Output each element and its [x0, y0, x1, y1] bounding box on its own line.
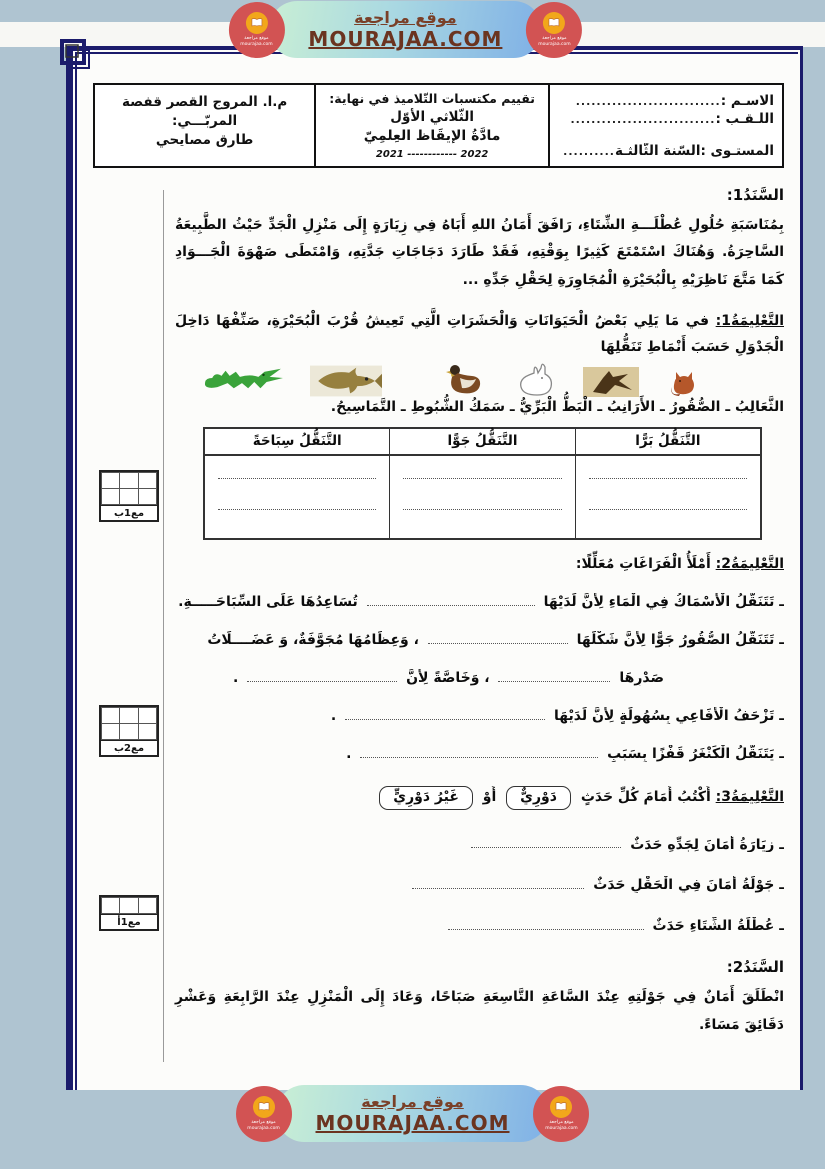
exam-title-cell	[314, 85, 548, 166]
option-box-non-periodic: غَيْرُ دَوْرِيٍّ	[379, 786, 473, 810]
line-text: .	[330, 707, 337, 724]
score-box-1	[99, 470, 159, 522]
hawk-image	[582, 367, 640, 397]
surname-field[interactable]: ............................	[570, 113, 716, 126]
column-header-land: التَّنَقُّلُ بَرًّا	[576, 429, 760, 456]
margin-rule	[163, 190, 164, 1062]
score-cell[interactable]	[138, 897, 158, 914]
site-name-arabic[interactable]: موقع مراجعة	[354, 8, 457, 27]
answer-blank[interactable]	[448, 917, 644, 930]
answer-line[interactable]	[218, 509, 377, 510]
task2-line-2	[175, 631, 784, 648]
subject-title: مادَّةُ الإيقَاظ العِلمِيّ	[363, 128, 501, 144]
school-name: م.ا. المروج القصر قفصة	[121, 94, 288, 110]
score-cell[interactable]	[138, 488, 158, 505]
task1-instruction	[175, 308, 784, 361]
duck-image	[442, 361, 488, 397]
score-box-label: مع2ب	[101, 739, 157, 755]
column-header-air: التَّنَقُّلُ جَوًّا	[390, 429, 574, 456]
site-badge-pill	[276, 1085, 550, 1142]
line-text: ، وَعِظَامُهَا مُجَوَّفَةٌ، وَ عَضَــــلَاتُ	[207, 631, 419, 648]
header-table	[93, 83, 784, 168]
site-name-arabic[interactable]: موقع مراجعة	[361, 1092, 464, 1111]
logo-text-ar: موقع مراجعة	[244, 35, 269, 41]
sanad2-section	[175, 958, 784, 1039]
task2-line-1	[175, 593, 784, 610]
line-text: ـ عُطْلَةُ الشِّتَاءِ حَدَثٌ	[652, 918, 784, 935]
line-text: تُسَاعِدُهَا عَلَى السِّبَاحَـــــةِ.	[178, 593, 358, 610]
table-column-land	[575, 429, 760, 538]
worksheet-page	[66, 46, 803, 1090]
answer-line[interactable]	[589, 509, 748, 510]
line-text: ـ تَتَنَقَّلُ الْأَسْمَاكُ فِي الْمَاءِ لِأَنَّ لَدَيْهَا	[543, 593, 784, 610]
crocodile-image	[202, 363, 284, 397]
sanad1-title: السَّنَدُ1:	[726, 186, 784, 204]
answer-blank[interactable]	[498, 669, 610, 682]
sanad1-text: بِمُنَاسَبَةِ حُلُولِ عُطْلَـــةِ الشِّتَاءِ، رَافَقَ أَمَانُ اللهِ أَبَاهُ فِي زِيَارَةٍ إِلَى مَنْزِلِ الْجَدِّ حَيْثُ الطَّبِيعَةُ السَّاحِرَةُ. وَهُنَاكَ اسْتَمْتَعَ كَثِيرًا بِوَقْتِهِ، فَقَدْ طَارَدَ دَجَاجَاتِ جَدَّتِهِ، وَامْتَطَى صَهْوَةَ الْجَـــوَادِ كَمَا مَتَّعَ نَاظِرَيْهِ بِالْبُحَيْرَةِ الْمُجَاوِرَةِ لِحَقْلِ جَدِّهِ ...	[175, 217, 784, 288]
teacher-name: طارق مصايحي	[155, 132, 254, 148]
fox-image	[666, 367, 700, 397]
trimester-label: الثّلاثي الأوّل	[390, 109, 474, 125]
answer-blank[interactable]	[367, 593, 535, 606]
score-box-3	[99, 895, 159, 931]
exam-subtitle: تقييم مكتسبات التّلاميذ في نهاية:	[329, 91, 535, 106]
line-text: صَدْرِهَا	[619, 669, 664, 686]
score-cell[interactable]	[101, 707, 121, 724]
answer-line[interactable]	[403, 478, 562, 479]
rabbit-image	[514, 361, 556, 397]
book-icon	[550, 1096, 572, 1118]
sanad2-title: السَّنَدُ2:	[726, 958, 784, 977]
score-cell[interactable]	[101, 897, 121, 914]
score-cell[interactable]	[101, 488, 121, 505]
score-cell[interactable]	[138, 723, 158, 740]
option-box-periodic: دَوْرِيٌّ	[506, 786, 571, 810]
site-domain[interactable]: MOURAJAA.COM	[308, 27, 503, 51]
surname-label: اللـقـب :	[715, 111, 774, 127]
task3-instruction	[175, 786, 784, 810]
score-cell[interactable]	[119, 488, 139, 505]
site-badge-top[interactable]	[228, 1, 582, 58]
task2-intro: أَمْلَأُ الْفَرَاغَاتِ مُعَلِّلًا:	[575, 556, 711, 573]
task3-item-2	[175, 876, 784, 893]
name-label: الاسـم :	[720, 93, 774, 109]
task1-text: في مَا يَلِي بَعْضُ الْحَيَوَانَاتِ وَالْحَشَرَاتِ الَّتِي تَعِيشُ قُرْبَ الْبُحَيْرَةِ، صَنِّفْهَا دَاخِلَ الْجَدْوَلِ حَسَبَ أَنْمَاطِ تَنَقُّلِهَا	[175, 312, 784, 356]
site-domain[interactable]: MOURAJAA.COM	[315, 1111, 510, 1135]
task3-item-3	[175, 917, 784, 934]
student-info-cell	[548, 85, 782, 166]
score-cell[interactable]	[119, 707, 139, 724]
score-cell[interactable]	[119, 897, 139, 914]
score-box-label: مع1ب	[101, 504, 157, 520]
or-word: أَوْ	[482, 788, 497, 805]
level-label: المستـوى :	[700, 143, 774, 159]
table-column-swim	[205, 429, 389, 538]
answer-blank[interactable]	[247, 669, 397, 682]
score-cell[interactable]	[138, 472, 158, 489]
line-text: ـ يَتَنَقَّلُ الْكَنْغَرُ قَفْزًا بِسَبَبِ	[607, 745, 784, 762]
answer-blank[interactable]	[428, 631, 568, 644]
book-icon	[245, 12, 267, 34]
school-info-cell	[95, 85, 314, 166]
site-logo-icon: موقع مراجعة mourajaa.com	[533, 1086, 589, 1142]
level-value: السّنة الثّالثـة	[614, 143, 701, 159]
line-text: .	[346, 745, 352, 762]
task2-instruction	[175, 556, 784, 572]
classification-table	[203, 427, 762, 540]
task1-title: التَّعْلِيمَةُ1:	[715, 312, 784, 329]
score-cell[interactable]	[101, 472, 121, 489]
answer-cell-land[interactable]	[576, 456, 760, 538]
task2-line-3	[175, 669, 784, 686]
site-badge-pill	[268, 1, 542, 58]
score-cell[interactable]	[119, 472, 139, 489]
fish-image	[310, 365, 382, 397]
answer-blank[interactable]	[345, 707, 545, 720]
site-logo-icon	[228, 2, 284, 58]
answer-line[interactable]	[403, 509, 562, 510]
line-text: .	[233, 669, 239, 686]
table-column-air	[389, 429, 574, 538]
school-year: 2021 ------------ 2022	[375, 149, 489, 160]
level-field[interactable]: ..........	[563, 145, 615, 158]
task3-item-1	[175, 836, 784, 853]
score-cell[interactable]	[138, 707, 158, 724]
task3-title: التَّعْلِيمَةُ3:	[715, 788, 784, 805]
line-text: ـ جَوْلَةُ أَمَانَ فِي الْحَقْلِ حَدَثٌ	[593, 877, 784, 894]
corner-ornament	[57, 36, 103, 82]
answer-line[interactable]	[218, 478, 377, 479]
answer-cell-air[interactable]	[390, 456, 574, 538]
score-cell[interactable]	[119, 723, 139, 740]
site-badge-bottom[interactable]	[236, 1085, 590, 1142]
answer-line[interactable]	[589, 478, 748, 479]
answer-blank[interactable]	[412, 876, 584, 889]
book-icon	[543, 12, 565, 34]
sanad2-text: انْطَلَقَ أَمَانٌ فِي جَوْلَتِهِ عِنْدَ السَّاعَةِ التَّاسِعَةِ صَبَاحًا، وَعَادَ إِلَى الْمَنْزِلِ عِنْدَ الرَّابِعَةِ وَعَشْرِ دَقَائِقَ مَسَاءً.	[175, 989, 784, 1033]
animal-images-row	[175, 359, 784, 397]
score-box-label: مع1أ	[101, 913, 157, 929]
score-box-2	[99, 705, 159, 757]
column-header-swim: التَّنَقُّلُ سِبَاحَةً	[205, 429, 389, 456]
task2-line-4	[175, 707, 784, 724]
task3-intro: أَكْتُبُ أَمَامَ كُلِّ حَدَثٍ	[580, 788, 711, 805]
worksheet-content	[175, 186, 784, 1039]
site-logo-icon: موقع مراجعة mourajaa.com	[526, 2, 582, 58]
line-text: ـ زِيَارَةُ أَمَانَ لِجَدِّهِ حَدَثٌ	[630, 836, 784, 853]
task2-line-5	[175, 745, 784, 762]
score-cell[interactable]	[101, 723, 121, 740]
line-text: ، وَخَاصَّةً لِأَنَّ	[406, 669, 490, 686]
teacher-label: المربّـــي:	[172, 113, 238, 129]
answer-cell-swim[interactable]	[205, 456, 389, 538]
answer-blank[interactable]	[360, 745, 598, 758]
line-text: ـ تَزْحَفُ الْأَفَاعِي بِسُهُولَةٍ لِأَنَّ لَدَيْهَا	[553, 707, 784, 724]
book-icon	[253, 1096, 275, 1118]
line-text: ـ تَتَنَقَّلُ الصُّقُورُ جَوًّا لِأَنَّ شَكْلَهَا	[576, 631, 784, 648]
task2-title: التَّعْلِيمَةُ2:	[715, 556, 784, 573]
site-logo-icon: موقع مراجعة mourajaa.com	[236, 1086, 292, 1142]
name-field[interactable]: ............................	[575, 95, 721, 108]
answer-blank[interactable]	[471, 836, 621, 849]
animal-names-list: الثَّعَالِبُ ـ الصُّقُورُ ـ الأَرَانِبُ ـ الْبَطُّ الْبَرِّيُّ ـ سَمَكُ الشُّبُوطِ ـ التَّمَاسِيحُ.	[330, 399, 784, 416]
logo-text-domain: mourajaa.com	[240, 41, 273, 47]
